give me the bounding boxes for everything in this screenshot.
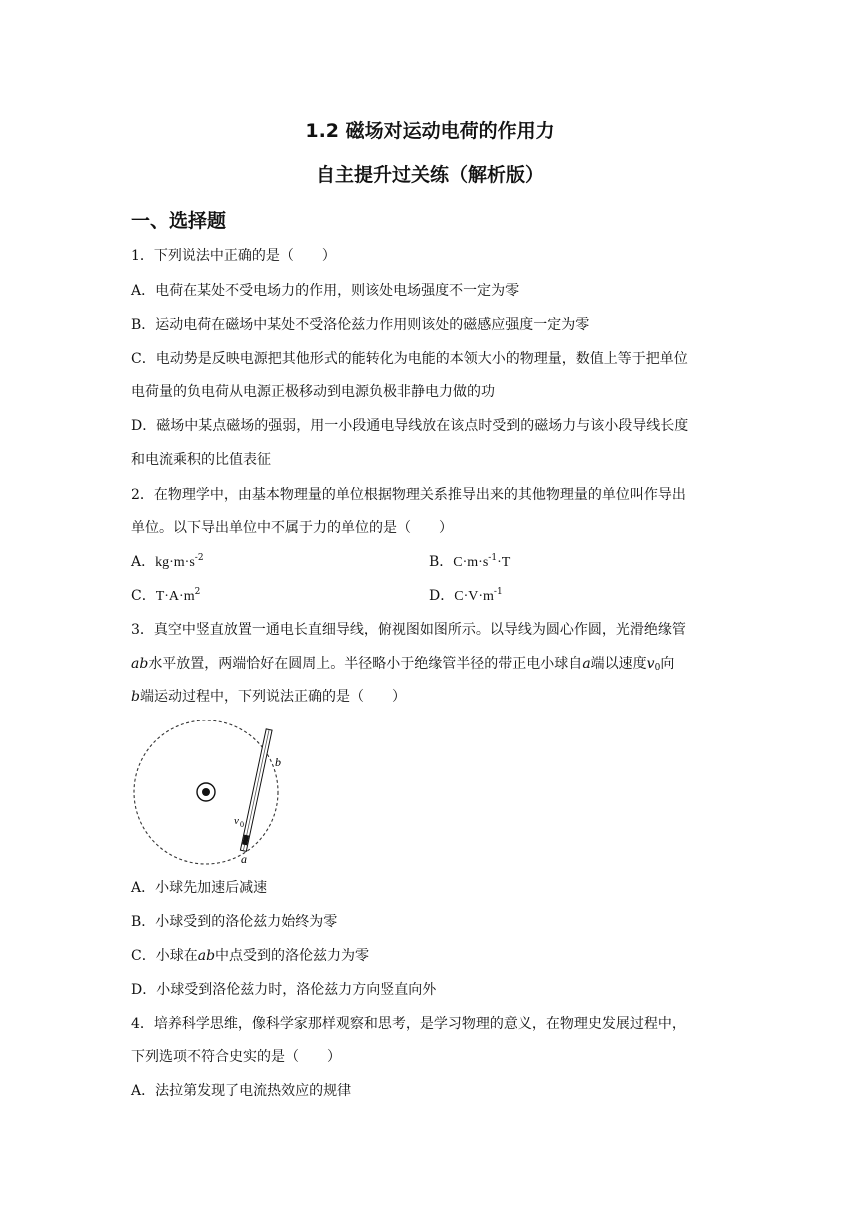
- q2-option-b: [429, 552, 510, 573]
- q3-option-a: A．小球先加速后减速: [131, 880, 268, 896]
- q3-stem-line2-text: 水平放置，两端恰好在圆周上。半径略小于绝缘管半径的带正电小球自: [148, 656, 583, 672]
- tube-center-line: [243, 729, 269, 850]
- current-wire-dot: [202, 788, 210, 796]
- q4-stem-line2: 下列选项不符合史实的是（ ）: [131, 1049, 341, 1065]
- q1-option-a: A．电荷在某处不受电场力的作用，则该处电场强度不一定为零: [131, 283, 520, 299]
- q3-stem-line3: [131, 687, 406, 707]
- q3-var-v-sub: 0: [654, 663, 661, 673]
- q2-option-d: [429, 586, 503, 607]
- q3-option-c: [131, 946, 369, 966]
- q1-option-d-line1: D．磁场中某点磁场的强弱，用一小段通电导线放在该点时受到的磁场力与该小段导线长度: [131, 418, 689, 434]
- q3-var-b: b: [131, 689, 140, 705]
- q3-option-c-post: 中点受到的洛伦兹力为零: [215, 948, 370, 964]
- q2-option-c-exponent: 2: [194, 587, 201, 597]
- q2-option-c: [131, 586, 200, 607]
- q1-option-c-line1: C．电动势是反映电源把其他形式的能转化为电能的本领大小的物理量，数值上等于把单位: [131, 351, 688, 367]
- q3-option-c-pre: C．小球在: [131, 948, 198, 964]
- section-heading: 一、选择题: [131, 210, 227, 232]
- q3-var-a: a: [582, 656, 591, 672]
- q3-stem-line2-end: 向: [660, 656, 675, 672]
- q4-option-a: A．法拉第发现了电流热效应的规律: [131, 1083, 352, 1099]
- q2-option-b-unit-tail: ·T: [497, 555, 511, 570]
- q3-stem-line2: [131, 654, 674, 674]
- q4-stem-line1: 4．培养科学思维，像科学家那样观察和思考，是学习物理的意义，在物理史发展过程中，: [131, 1016, 686, 1032]
- q1-stem: 1．下列说法中正确的是（ ）: [131, 248, 336, 264]
- q2-option-b-unit: C·m·s: [453, 555, 489, 570]
- q2-option-a: [131, 552, 204, 573]
- q2-stem-line2: 单位。以下导出单位中不属于力的单位的是（ ）: [131, 520, 453, 536]
- label-b: b: [275, 755, 281, 769]
- q2-option-b-exponent: -1: [488, 553, 498, 563]
- q2-option-a-label: A．: [131, 554, 156, 570]
- q3-option-c-var: ab: [197, 948, 216, 964]
- q3-option-d: D．小球受到洛伦兹力时，洛伦兹力方向竖直向外: [131, 982, 437, 998]
- q1-option-d-line2: 和电流乘积的比值表征: [131, 452, 271, 468]
- q3-var-v: v: [646, 656, 655, 672]
- q3-var-ab: ab: [131, 656, 149, 672]
- q3-figure: [126, 720, 294, 868]
- q2-option-d-unit: C·V·m: [454, 589, 494, 604]
- document-subtitle: 自主提升过关练（解析版）: [315, 164, 544, 186]
- q2-option-d-label: D．: [429, 588, 455, 604]
- q2-option-d-exponent: -1: [493, 587, 503, 597]
- document-title: 1.2 磁场对运动电荷的作用力: [305, 120, 555, 142]
- q2-option-c-label: C．: [131, 588, 156, 604]
- q2-option-b-label: B．: [429, 554, 454, 570]
- label-a: a: [241, 852, 247, 866]
- q3-stem-line2-text2: 端以速度: [590, 656, 647, 672]
- label-v-sub: 0: [240, 820, 244, 829]
- insulating-tube: [240, 729, 272, 852]
- q3-stem-line3-text: 端运动过程中，下列说法正确的是（ ）: [139, 689, 406, 705]
- q1-option-c-line2: 电荷量的负电荷从电源正极移动到电源负极非静电力做的功: [131, 384, 495, 400]
- q3-option-b: B．小球受到的洛伦兹力始终为零: [131, 914, 338, 930]
- q2-stem-line1: 2．在物理学中，由基本物理量的单位根据物理关系推导出来的其他物理量的单位叫作导出: [131, 487, 686, 503]
- q2-option-a-exponent: -2: [194, 553, 204, 563]
- q1-option-b: B．运动电荷在磁场中某处不受洛伦兹力作用则该处的磁感应强度一定为零: [131, 317, 590, 333]
- q2-option-a-unit: kg·m·s: [155, 555, 195, 570]
- label-v: v: [234, 815, 239, 827]
- q2-option-c-unit: T·A·m: [155, 589, 195, 604]
- q3-stem-line1: 3．真空中竖直放置一通电长直细导线，俯视图如图所示。以导线为圆心作圆，光滑绝缘管: [131, 622, 686, 638]
